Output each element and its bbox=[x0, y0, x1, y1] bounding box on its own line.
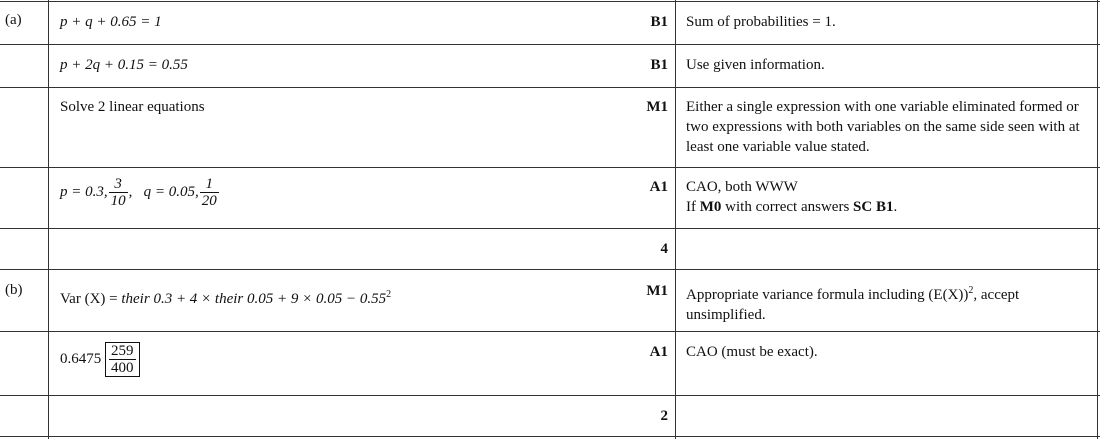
exponent: 2 bbox=[386, 289, 392, 300]
row-divider bbox=[0, 87, 1100, 88]
working-answer bbox=[60, 342, 140, 377]
guidance-line: If M0 with correct answers SC B1. bbox=[686, 199, 898, 215]
row-divider bbox=[0, 1, 1100, 2]
variance-label: Var (X) = bbox=[60, 291, 122, 307]
working-variance bbox=[60, 285, 391, 309]
row-divider bbox=[0, 269, 1100, 270]
guidance-text bbox=[686, 177, 1086, 217]
answer-fraction bbox=[109, 343, 136, 376]
guidance-text: Either a single expression with one variable eliminated formed or two expressions with both variables on the same side seen with at least one variable value stated. bbox=[686, 99, 1080, 155]
fraction-denominator: 400 bbox=[111, 360, 134, 376]
fraction-denominator: 20 bbox=[201, 193, 217, 209]
answer-fraction-bracket bbox=[105, 342, 140, 377]
p-value: p = 0.3, bbox=[60, 183, 108, 200]
working-equation-given: p + 2q + 0.15 = 0.55 bbox=[60, 57, 188, 73]
mark-m1: M1 bbox=[646, 283, 668, 299]
guidance-text: CAO (must be exact). bbox=[686, 344, 818, 360]
q-value: q = 0.05, bbox=[143, 183, 199, 200]
row-divider bbox=[0, 228, 1100, 229]
working-text: Solve 2 linear equations bbox=[60, 99, 205, 115]
column-divider bbox=[1097, 0, 1098, 439]
answer-value: 0.6475 bbox=[60, 350, 102, 367]
guidance-text: Use given information. bbox=[686, 57, 825, 73]
mark-b1: B1 bbox=[650, 57, 668, 73]
column-divider bbox=[675, 0, 676, 439]
mark-a1: A1 bbox=[649, 344, 668, 360]
working-equation-sum: p + q + 0.65 = 1 bbox=[60, 14, 162, 30]
total-marks: 2 bbox=[660, 408, 668, 424]
part-label-a: (a) bbox=[5, 12, 22, 28]
mark-b1: B1 bbox=[650, 14, 668, 30]
guidance-line: CAO, both WWW bbox=[686, 179, 798, 195]
mark-m1: M1 bbox=[646, 99, 668, 115]
p-fraction bbox=[109, 176, 128, 209]
q-fraction bbox=[200, 176, 219, 209]
fraction-numerator: 259 bbox=[111, 343, 134, 359]
row-divider bbox=[0, 167, 1100, 168]
column-divider bbox=[48, 0, 49, 439]
fraction-numerator: 1 bbox=[205, 176, 213, 192]
row-divider bbox=[0, 44, 1100, 45]
working-solution: p = 0.3, $\frac{3}{10}$ , q = 0.05, $\frac{1}{20}$ bbox=[60, 176, 217, 209]
part-label-b: (b) bbox=[5, 282, 23, 298]
variance-expression: their 0.3 + 4 × their 0.05 + 9 × 0.05 − 0.55 bbox=[121, 291, 387, 307]
fraction-numerator: 3 bbox=[114, 176, 122, 192]
row-divider bbox=[0, 436, 1100, 437]
fraction-denominator: 10 bbox=[110, 193, 126, 209]
guidance-text: Sum of probabilities = 1. bbox=[686, 14, 836, 30]
guidance-text: Appropriate variance formula including $(E(X))^2$, accept unsimplified. bbox=[686, 285, 1020, 323]
row-divider bbox=[0, 331, 1100, 332]
row-divider bbox=[0, 395, 1100, 396]
total-marks: 4 bbox=[660, 241, 668, 257]
mark-a1: A1 bbox=[649, 179, 668, 195]
